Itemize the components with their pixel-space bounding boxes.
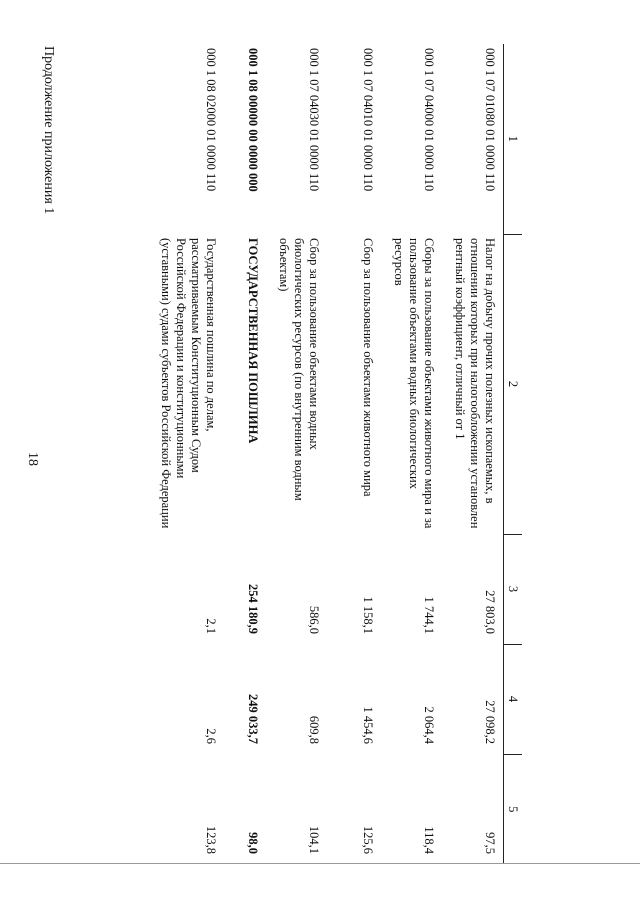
table-row — [381, 44, 442, 864]
column-header-4: 4 — [504, 644, 523, 754]
value-col5: 118,4 — [422, 826, 436, 854]
revenue-name: Налог на добычу прочих полезных ископаемых, в отношении которых при налогообложении установлен рентный коэффициент, отличный от 1 — [453, 238, 497, 529]
header-row — [504, 44, 523, 864]
budget-code: 000 1 08 02000 01 0000 110 — [204, 48, 218, 192]
value-col3: 254 180,9 — [246, 584, 260, 634]
value-col3: 27 803,0 — [483, 590, 497, 634]
value-col5: 104,1 — [307, 825, 321, 854]
revenue-table — [138, 44, 522, 864]
value-col4: 2,6 — [204, 728, 218, 744]
value-col5: 97,5 — [483, 832, 497, 854]
value-col3: 1 744,1 — [422, 596, 436, 634]
revenue-name: ГОСУДАРСТВЕННАЯ ПОШЛИНА — [246, 238, 260, 444]
rotated-table-container — [114, 44, 522, 864]
revenue-name: Сбор за пользование объектами животного мира — [361, 238, 375, 497]
table-row-total — [224, 44, 266, 864]
budget-code: 000 1 07 01080 01 0000 110 — [483, 48, 497, 192]
page-number: 18 — [25, 452, 40, 466]
column-header-5: 5 — [504, 754, 523, 864]
value-col4: 27 098,2 — [483, 700, 497, 744]
budget-code: 000 1 08 00000 00 0000 000 — [246, 48, 260, 192]
page-bottom-rule — [0, 863, 640, 864]
value-col5: 98,0 — [246, 832, 260, 854]
value-col3: 1 158,1 — [361, 596, 375, 634]
table-row — [138, 44, 224, 864]
value-col4: 609,8 — [307, 715, 321, 744]
column-header-3: 3 — [504, 534, 523, 644]
revenue-name: Сборы за пользование объектами животного мира и за пользование объектами водных биологических ресурсов — [392, 238, 436, 529]
budget-code: 000 1 07 04010 01 0000 110 — [361, 48, 375, 192]
table-row — [266, 44, 327, 864]
budget-code: 000 1 07 04030 01 0000 110 — [307, 48, 321, 192]
value-col3: 2,1 — [204, 618, 218, 634]
column-header-2: 2 — [504, 234, 523, 534]
value-col4: 2 064,4 — [422, 706, 436, 744]
revenue-name: Сбор за пользование объектами водных биологических ресурсов (по внутренним водным объектам) — [277, 238, 321, 501]
column-header-1: 1 — [504, 44, 523, 234]
value-col5: 125,6 — [361, 825, 375, 854]
table-caption: Продолжение приложения 1 — [41, 46, 56, 215]
table-row — [327, 44, 381, 864]
value-col4: 249 033,7 — [246, 694, 260, 744]
revenue-name: Государственная пошлина по делам, рассматриваемым Конституционным Судом Российской Федерации и конституционными (уставными) судами субъектов Российской Федерации — [159, 238, 218, 529]
budget-code: 000 1 07 04000 01 0000 110 — [422, 48, 436, 192]
value-col3: 586,0 — [307, 605, 321, 634]
value-col4: 1 454,6 — [361, 706, 375, 744]
table-row — [442, 44, 504, 864]
value-col5: 123,8 — [204, 825, 218, 854]
